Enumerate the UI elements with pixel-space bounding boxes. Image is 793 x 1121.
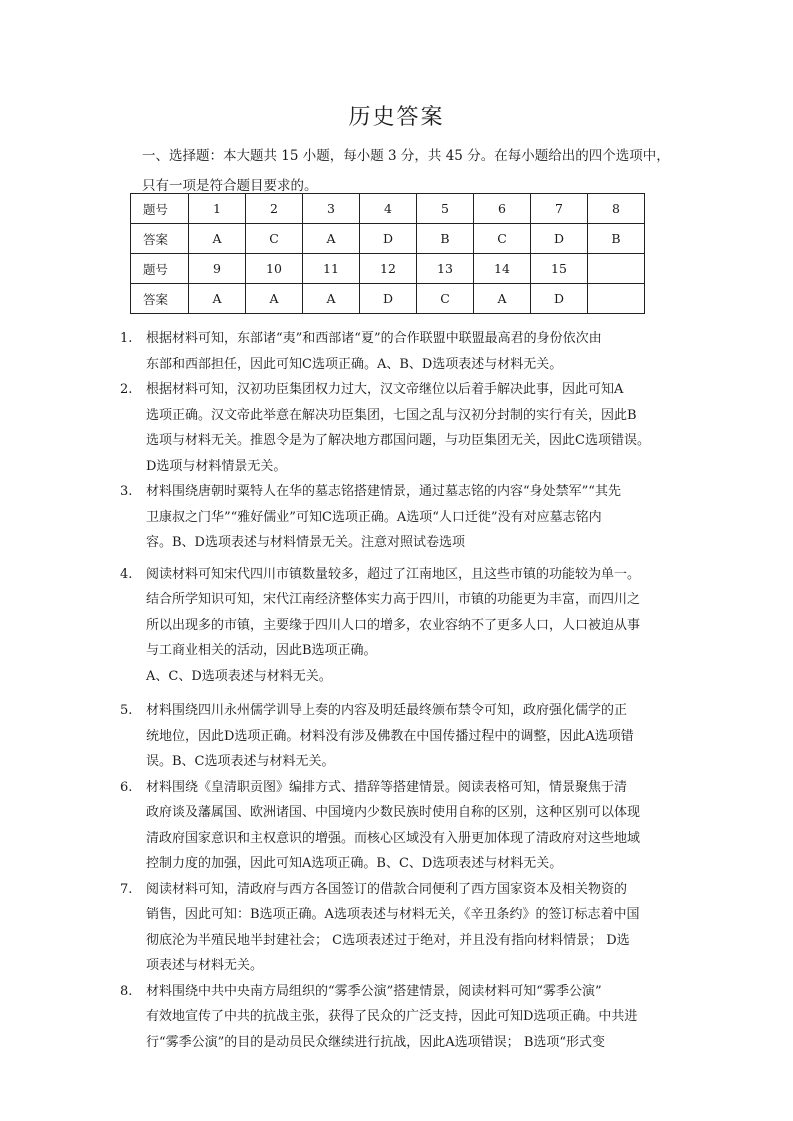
item-line: 销售，因此可知：B选项正确。A选项表述与材料无关，《辛丑条约》的签订标志着中国 (146, 907, 640, 922)
item-line: 东部和西部担任，因此可知C选项正确。A、B、D选项表述与材料无关。 (146, 356, 563, 372)
table-cell: A (303, 284, 360, 314)
table-cell: 2 (246, 194, 303, 224)
item-line: 结合所学知识可知，宋代江南经济整体实力高于四川，市镇的功能更为丰富，而四川之 (146, 592, 641, 607)
list-item (120, 979, 685, 1056)
table-cell: 4 (360, 194, 417, 224)
table-cell: A (189, 284, 246, 314)
list-item (120, 775, 685, 877)
table-cell: 5 (417, 194, 474, 224)
item-body (146, 775, 685, 877)
item-line: A、C、D选项表述与材料无关。 (146, 668, 332, 684)
item-line: D选项与材料情景无关。 (146, 458, 287, 474)
table-row-label: 答案 (131, 224, 189, 254)
item-body (146, 877, 685, 979)
item-body (146, 479, 685, 556)
item-number: 6. (120, 779, 133, 795)
item-line: 彻底沦为半殖民地半封建社会； C选项表述过于绝对，并且没有指向材料情景； D选 (146, 932, 630, 948)
item-line: 与工商业相关的活动，因此B选项正确。 (146, 643, 377, 658)
item-line: 根据材料可知，东部诸“夷”和西部诸“夏”的合作联盟中联盟最高君的身份依次由 (146, 331, 602, 346)
item-number: 8. (120, 983, 133, 999)
item-line: 统地位，因此D选项正确。材料没有涉及佛教在中国传播过程中的调整，因此A选项错 (146, 728, 634, 744)
item-line: 材料围绕唐朝时粟特人在华的墓志铭搭建情景，通过墓志铭的内容“身处禁军”“其先 (146, 484, 621, 499)
table-cell: 15 (531, 254, 588, 284)
answer-table (130, 193, 645, 314)
item-line: 卫康叔之门华”“雅好儒业”可知C选项正确。A选项“人口迁徙”没有对应墓志铭内 (146, 509, 602, 525)
list-item (120, 377, 685, 479)
table-cell: 9 (189, 254, 246, 284)
item-line: 根据材料可知，汉初功臣集团权力过大，汉文帝继位以后着手解决此事，因此可知A (146, 382, 624, 397)
item-line: 容。B、D选项表述与材料情景无关。注意对照试卷选项 (146, 535, 465, 550)
list-item (120, 562, 685, 690)
list-item (120, 326, 685, 377)
item-line: 阅读材料可知，清政府与西方各国签订的借款合同便利了西方国家资本及相关物资的 (146, 881, 628, 897)
list-item (120, 698, 685, 775)
table-cell (588, 254, 645, 284)
table-cell: 6 (474, 194, 531, 224)
table-cell: 8 (588, 194, 645, 224)
table-cell: 12 (360, 254, 417, 284)
table-cell: A (189, 224, 246, 254)
table-row-label: 答案 (131, 284, 189, 314)
table-cell: A (246, 284, 303, 314)
item-line: 阅读材料可知宋代四川市镇数量较多，超过了江南地区，且这些市镇的功能较为单一。 (146, 566, 641, 582)
table-cell: C (474, 224, 531, 254)
table-cell: 1 (189, 194, 246, 224)
item-line: 项表述与材料无关。 (146, 958, 264, 973)
item-number: 4. (120, 566, 133, 582)
item-body (146, 698, 685, 775)
table-cell: 14 (474, 254, 531, 284)
table-cell (588, 284, 645, 314)
table-cell: D (360, 284, 417, 314)
item-line: 材料围绕中共中央南方局组织的“雾季公演”搭建情景，阅读材料可知“雾季公演” (146, 983, 602, 999)
explanation-list (120, 326, 685, 1055)
list-item (120, 877, 685, 979)
table-cell: C (417, 284, 474, 314)
page-title: 历史答案 (348, 105, 445, 130)
item-line: 有效地宣传了中共的抗战主张，获得了民众的广泛支持，因此可知D选项正确。中共进 (146, 1009, 638, 1024)
table-cell: 3 (303, 194, 360, 224)
table-cell: D (531, 224, 588, 254)
item-number: 1. (120, 331, 133, 346)
table-cell: B (417, 224, 474, 254)
item-body (146, 562, 685, 690)
item-line: 误。B、C选项表述与材料无关。 (146, 754, 335, 769)
table-row-label: 题号 (131, 254, 189, 284)
table-row-label: 题号 (131, 194, 189, 224)
item-line: 控制力度的加强，因此可知A选项正确。B、C、D选项表述与材料无关。 (146, 856, 563, 871)
item-number: 3. (120, 484, 133, 499)
item-line: 行“雾季公演”的目的是动员民众继续进行抗战，因此A选项错误； B选项“形式变 (146, 1034, 606, 1050)
table-cell: 10 (246, 254, 303, 284)
table-cell: 13 (417, 254, 474, 284)
item-line: 政府谈及藩属国、欧洲诸国、中国境内少数民族时使用自称的区别，这种区别可以体现 (146, 805, 641, 820)
item-number: 5. (120, 703, 133, 718)
table-cell: A (474, 284, 531, 314)
table-row (131, 284, 645, 314)
item-body (146, 979, 685, 1056)
intro-line-1: 一、选择题：本大题共 15 小题，每小题 3 分，共 45 分。在每小题给出的四个选项中， (142, 148, 670, 164)
item-body (146, 377, 685, 479)
table-cell: B (588, 224, 645, 254)
intro-line-2: 只有一项是符合题目要求的。 (142, 178, 318, 194)
table-cell: 7 (531, 194, 588, 224)
item-number: 2. (120, 382, 133, 397)
table-cell: 11 (303, 254, 360, 284)
table-cell: C (246, 224, 303, 254)
table-cell: D (531, 284, 588, 314)
table-row (131, 194, 645, 224)
item-body (146, 326, 685, 377)
table-cell: A (303, 224, 360, 254)
table-row (131, 254, 645, 284)
item-line: 清政府国家意识和主权意识的增强。而核心区域没有入册更加体现了清政府对这些地域 (146, 830, 641, 846)
item-line: 材料围绕四川永州儒学训导上奏的内容及明廷最终颁布禁令可知，政府强化儒学的正 (146, 703, 628, 718)
table-row (131, 224, 645, 254)
item-line: 材料围绕《皇清职贡图》编排方式、措辞等搭建情景。阅读表格可知，情景聚焦于清 (146, 779, 628, 795)
table-cell: D (360, 224, 417, 254)
item-line: 选项正确。汉文帝此举意在解决功臣集团，七国之乱与汉初分封制的实行有关，因此B (146, 407, 637, 423)
item-number: 7. (120, 881, 133, 897)
item-line: 选项与材料无关。推恩令是为了解决地方郡国问题，与功臣集团无关，因此C选项错误。 (146, 433, 650, 448)
list-item (120, 479, 685, 556)
item-line: 所以出现多的市镇，主要缘于四川人口的增多，农业容纳不了更多人口，人口被迫从事 (146, 617, 641, 633)
